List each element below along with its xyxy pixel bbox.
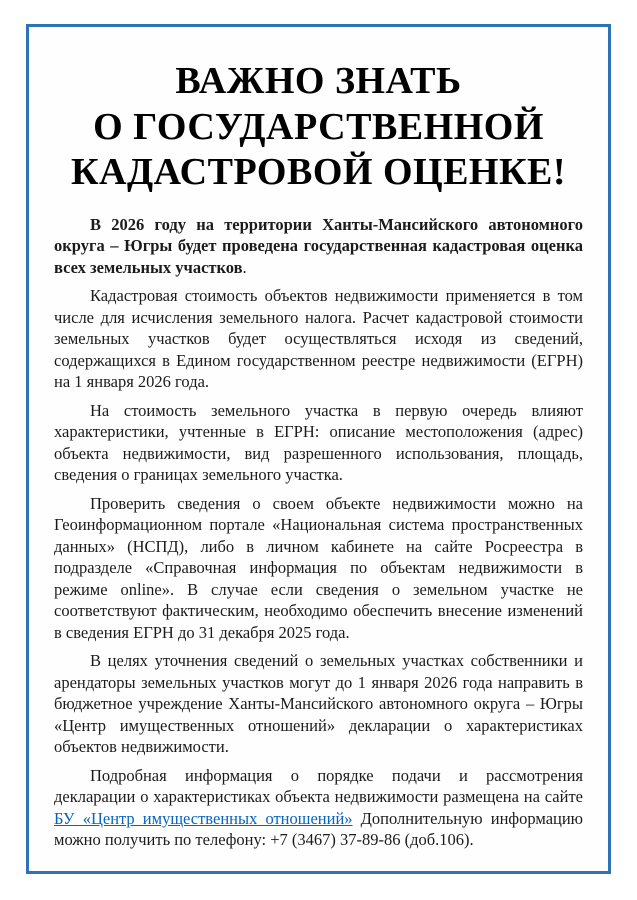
paragraph-intro-text: В 2026 году на территории Ханты-Мансийского автономного округа – Югры будет проведена государственная кадастровая оценка всех земельных участков — [54, 214, 583, 277]
center-property-relations-link[interactable]: БУ «Центр имущественных отношений» — [54, 808, 353, 828]
paragraph-egrn-characteristics: На стоимость земельного участка в первую очередь влияют характеристики, учтенные в ЕГРН: описание местоположения (адрес) объекта недвижимости, вид разрешенного использования, площадь, сведения о границах земельного участка. — [54, 400, 583, 485]
paragraph-cadastral-value: Кадастровая стоимость объектов недвижимости применяется в том числе для исчисления земельного налога. Расчет кадастровой стоимости земельных участков будет осуществляться исходя из сведений, содержащихся в Едином государственном реестре недвижимости (ЕГРН) на 1 января 2026 года. — [54, 286, 583, 392]
paragraph-contacts — [54, 765, 583, 851]
paragraph-intro-period: . — [242, 257, 247, 277]
paragraph-contacts-after: Дополнительную информацию можно получить по телефону: +7 (3467) 37-89-86 (доб.106). — [54, 808, 583, 850]
paragraph-declarations: В целях уточнения сведений о земельных участках собственники и арендаторы земельных участков могут до 1 января 2026 года направить в бюджетное учреждение Ханты-Мансийского автономного округа – Югры «Центр имущественных отношений» декларации о характеристиках объектов недвижимости. — [54, 651, 583, 757]
paragraph-contacts-before: Подробная информация о порядке подачи и рассмотрения декларации о характеристиках объекта недвижимости размещена на сайте — [54, 765, 583, 807]
page-title — [54, 59, 583, 196]
flyer-content — [29, 27, 608, 851]
paragraph-check-info: Проверить сведения о своем объекте недвижимости можно на Геоинформационном портале «Национальная система пространственных данных» (НСПД), либо в личном кабинете на сайте Росреестра в подразделе «Справочная информация по объектам недвижимости в режиме online». В случае если сведения о земельном участке не соответствуют фактическим, необходимо обеспечить внесение изменений в сведения ЕГРН до 31 декабря 2025 года. — [54, 493, 583, 642]
title-line-2: О ГОСУДАРСТВЕННОЙ — [93, 105, 544, 148]
paragraph-intro — [54, 214, 583, 279]
blue-page-border — [26, 24, 611, 874]
title-line-3: КАДАСТРОВОЙ ОЦЕНКЕ! — [70, 151, 567, 194]
flyer-body — [54, 214, 583, 851]
title-line-1: ВАЖНО ЗНАТЬ — [175, 60, 462, 102]
